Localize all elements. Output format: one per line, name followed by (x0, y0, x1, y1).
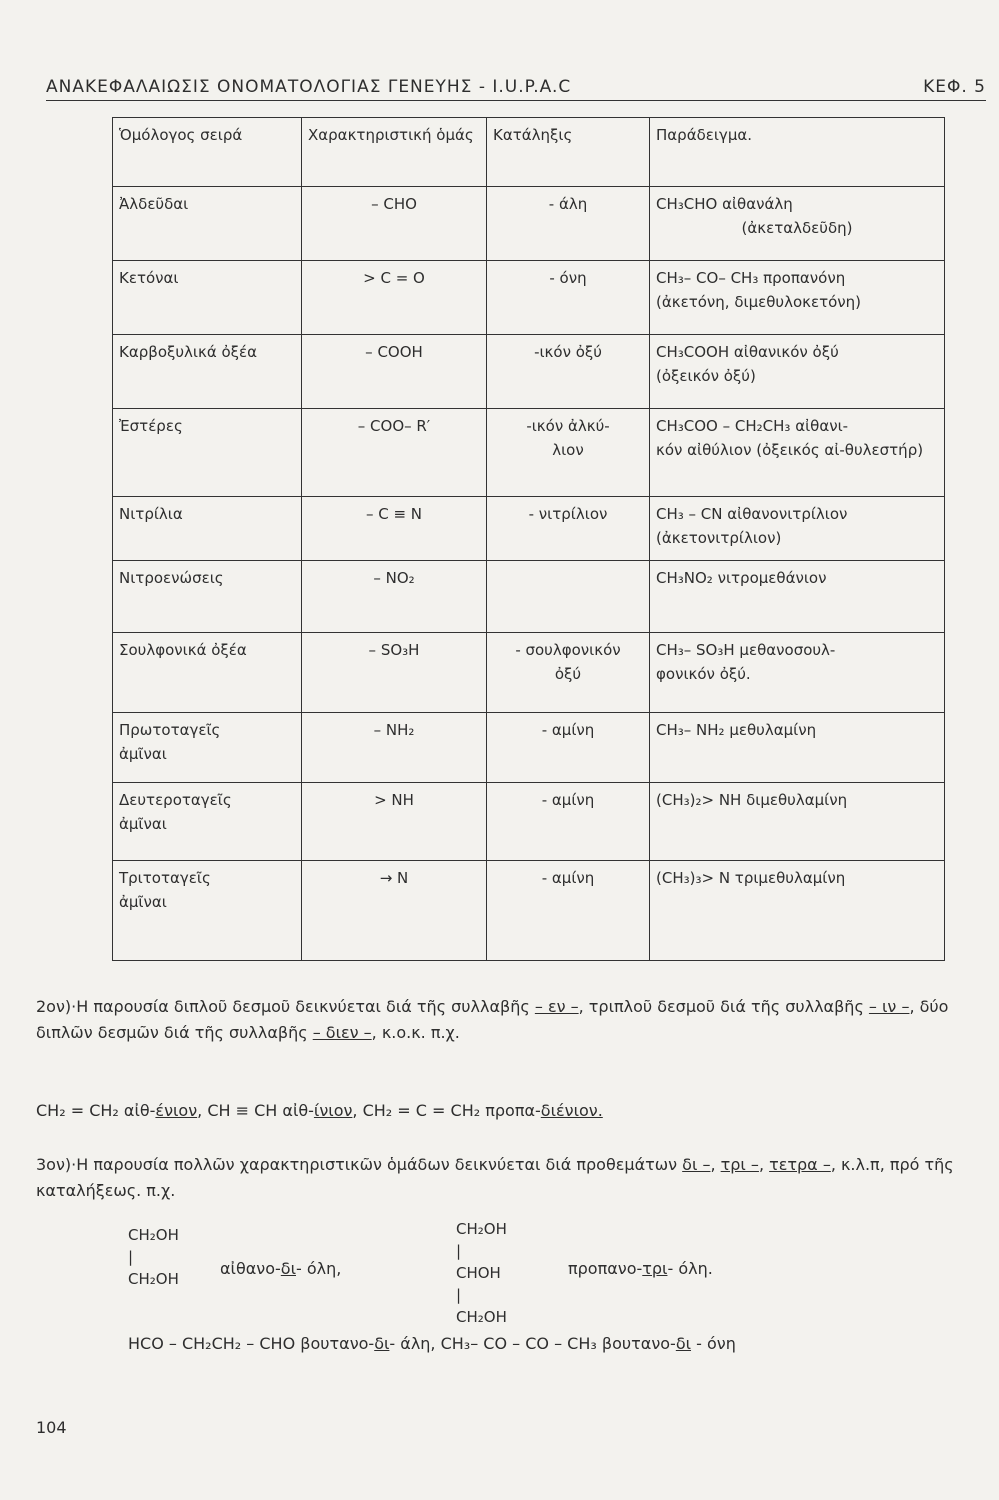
cell-group: → N (302, 861, 487, 961)
cell-example: (CH₃)₂> NH διμεθυλαμίνη (650, 783, 945, 861)
cell-series: Νιτρίλια (113, 497, 302, 561)
cell-series: Νιτροενώσεις (113, 561, 302, 633)
cell-ending: - νιτρίλιον (487, 497, 650, 561)
cell-example: (CH₃)₃> N τριμεθυλαμίνη (650, 861, 945, 961)
nomenclature-table (112, 117, 945, 961)
cell-example: CH₃COOH αἰθανικόν ὀξύ (ὀξεικόν ὀξύ) (650, 335, 945, 409)
cell-ending: -ικόν ὀξύ (487, 335, 650, 409)
glycol-name: αἰθανο-δι- όλη, (220, 1259, 342, 1278)
cell-series: Σουλφονικά ὀξέα (113, 633, 302, 713)
cell-series: Πρωτοταγεῖς ἀμῖναι (113, 713, 302, 783)
cell-ending: -ικόν ἀλκύ- λιον (487, 409, 650, 497)
cell-ending: - όνη (487, 261, 650, 335)
table-row (113, 561, 945, 633)
cell-example: CH₃– NH₂ μεθυλαμίνη (650, 713, 945, 783)
page-header (46, 74, 986, 101)
glycerol-formula: CH₂OH | CHOH | CH₂OH (456, 1220, 507, 1326)
cell-example: CH₃– SO₃H μεθανοσουλ- φονικόν ὀξύ. (650, 633, 945, 713)
page-number: 104 (36, 1418, 67, 1437)
col-header-ending: Κατάληξις (487, 118, 650, 187)
col-header-example: Παράδειγμα. (650, 118, 945, 187)
glycol-formula: CH₂OH | CH₂OH (128, 1226, 179, 1288)
cell-series: Κετόναι (113, 261, 302, 335)
cell-group: > NH (302, 783, 487, 861)
cell-series: Τριτοταγεῖς ἀμῖναι (113, 861, 302, 961)
table-row (113, 497, 945, 561)
cell-example: CH₃ – CN αἰθανονιτρίλιον (ἀκετονιτρίλιον) (650, 497, 945, 561)
cell-group: – NH₂ (302, 713, 487, 783)
glycerol-name: προπανο-τρι- όλη. (568, 1259, 713, 1278)
cell-example: CH₃NO₂ νιτρομεθάνιον (650, 561, 945, 633)
cell-group: – COOH (302, 335, 487, 409)
cell-example: CH₃– CO– CH₃ προπανόνη (ἀκετόνη, διμεθυλοκετόνη) (650, 261, 945, 335)
paragraph-prefixes: 3ον)·Η παρουσία πολλῶν χαρακτηριστικῶν ὁμάδων δεικνύεται διά προθεμάτων δι –, τρι –, τετρα –, κ.λ.π, πρό τῆς καταλήξεως. π.χ. (36, 1155, 954, 1200)
cell-example: CH₃COO – CH₂CH₃ αἰθανι- κόν αἰθύλιον (ὀξεικός αἰ-θυλεστήρ) (650, 409, 945, 497)
cell-ending: - σουλφονικόν ὀξύ (487, 633, 650, 713)
cell-series: Καρβοξυλικά ὀξέα (113, 335, 302, 409)
cell-group: – SO₃H (302, 633, 487, 713)
cell-ending: - αμίνη (487, 783, 650, 861)
table-row (113, 335, 945, 409)
table-row (113, 633, 945, 713)
chapter-label: ΚΕΦ. 5 (923, 77, 986, 97)
cell-group: – NO₂ (302, 561, 487, 633)
cell-series: Δευτεροταγεῖς ἀμῖναι (113, 783, 302, 861)
table-header-row (113, 118, 945, 187)
table-row (113, 861, 945, 961)
cell-ending: - άλη (487, 187, 650, 261)
table-row (113, 783, 945, 861)
cell-series: Ἐστέρες (113, 409, 302, 497)
table-row (113, 409, 945, 497)
examples-line: CH₂ = CH₂ αἰθ-ένιον, CH ≡ CH αἰθ-ίνιον, CH₂ = C = CH₂ προπα-διένιον. (36, 1101, 603, 1120)
cell-group: – CHO (302, 187, 487, 261)
table-row (113, 713, 945, 783)
cell-group: > C = O (302, 261, 487, 335)
cell-example: CH₃CHO αἰθανάλη (ἀκεταλδεῦδη) (650, 187, 945, 261)
dialdehyde-dione-line: HCO – CH₂CH₂ – CHO βουτανο-δι- άλη, CH₃– CO – CO – CH₃ βουτανο-δι - όνη (128, 1334, 736, 1353)
col-header-series: Ὁμόλογος σειρά (113, 118, 302, 187)
cell-ending: - αμίνη (487, 861, 650, 961)
paragraph-double-bond: 2ον)·Η παρουσία διπλοῦ δεσμοῦ δεικνύεται διά τῆς συλλαβῆς – εν –, τριπλοῦ δεσμοῦ διά τῆς συλλαβῆς – ιν –, δύο διπλῶν δεσμῶν διά τῆς συλλαβῆς – διεν –, κ.ο.κ. π.χ. (36, 997, 949, 1042)
col-header-group: Χαρακτηριστική ὁμάς (302, 118, 487, 187)
cell-series: Ἀλδεῦδαι (113, 187, 302, 261)
table-row (113, 187, 945, 261)
cell-group: – C ≡ N (302, 497, 487, 561)
table-row (113, 261, 945, 335)
cell-ending: - αμίνη (487, 713, 650, 783)
cell-ending (487, 561, 650, 633)
cell-group: – COO– R′ (302, 409, 487, 497)
header-title: ΑΝΑΚΕΦΑΛΑΙΩΣΙΣ ΟΝΟΜΑΤΟΛΟΓΙΑΣ ΓΕΝΕΥΗΣ - I.U.P.A.C (46, 77, 572, 97)
